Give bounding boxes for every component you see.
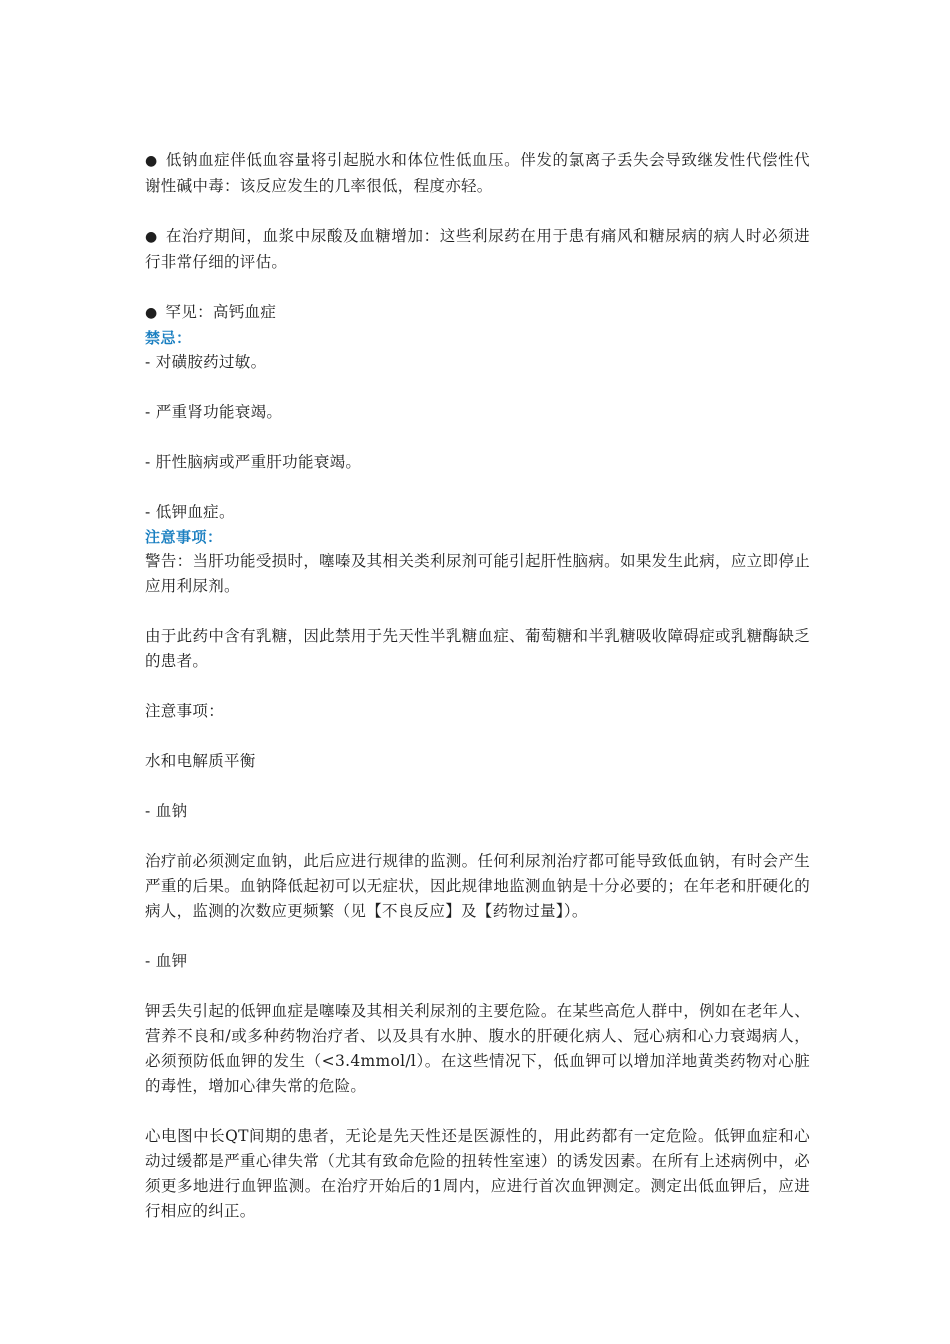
sodium-label: - 血钠 <box>145 802 188 820</box>
section-title: 水和电解质平衡 <box>145 752 256 770</box>
potassium-paragraph: 钾丢失引起的低钾血症是噻嗪及其相关利尿剂的主要危险。在某些高危人群中，例如在老年人、营养不良和/或多种药物治疗者、以及具有水肿、腹水的肝硬化病人、冠心病和心力衰竭病人，必须预防低血钾的发生（<3.4mmol/l）。在这些情况下，低血钾可以增加洋地黄类药物对心脏的毒性，增加心律失常的危险。 <box>145 1002 810 1095</box>
contraindication-item: - 肝性脑病或严重肝功能衰竭。 <box>145 453 362 471</box>
precautions-heading: 注意事项： <box>145 528 223 546</box>
qt-paragraph: 心电图中长QT间期的患者，无论是先天性还是医源性的，用此药都有一定危险。低钾血症和心动过缓都是严重心律失常（尤其有致命危险的扭转性室速）的诱发因素。在所有上述病例中，必须更多地进行血钾监测。在治疗开始后的1周内，应进行首次血钾测定。测定出低血钾后，应进行相应的纠正。 <box>145 1127 810 1220</box>
potassium-label: - 血钾 <box>145 952 188 970</box>
contraindication-item: - 低钾血症。 <box>145 503 235 521</box>
contraindication-item: - 严重肾功能衰竭。 <box>145 403 283 421</box>
bullet-hypercalcemia <box>145 300 810 326</box>
bullet-text: 在治疗期间，血浆中尿酸及血糖增加：这些利尿药在用于患有痛风和糖尿病的病人时必须进行非常仔细的评估。 <box>145 227 810 271</box>
bullet-uric-acid <box>145 224 810 275</box>
contraindications-heading: 禁忌： <box>145 329 192 347</box>
bullet-text: 罕见：高钙血症 <box>165 303 277 321</box>
bullet-dot-icon: ● <box>145 229 158 245</box>
bullet-hyponatremia <box>145 148 810 199</box>
document-page <box>145 148 810 1224</box>
bullet-dot-icon: ● <box>145 153 158 169</box>
bullet-dot-icon: ● <box>145 305 158 321</box>
lactose-paragraph: 由于此药中含有乳糖，因此禁用于先天性半乳糖血症、葡萄糖和半乳糖吸收障碍症或乳糖酶缺乏的患者。 <box>145 627 810 670</box>
warning-paragraph: 警告：当肝功能受损时，噻嗪及其相关类利尿剂可能引起肝性脑病。如果发生此病，应立即停止应用利尿剂。 <box>145 552 810 595</box>
bullet-text: 低钠血症伴低血容量将引起脱水和体位性低血压。伴发的氯离子丢失会导致继发性代偿性代谢性碱中毒：该反应发生的几率很低，程度亦轻。 <box>145 151 810 195</box>
sodium-paragraph: 治疗前必须测定血钠，此后应进行规律的监测。任何利尿剂治疗都可能导致低血钠，有时会产生严重的后果。血钠降低起初可以无症状，因此规律地监测血钠是十分必要的；在年老和肝硬化的病人，监测的次数应更频繁（见【不良反应】及【药物过量】）。 <box>145 852 810 920</box>
precautions-subheading: 注意事项： <box>145 702 225 720</box>
contraindication-item: - 对磺胺药过敏。 <box>145 353 267 371</box>
